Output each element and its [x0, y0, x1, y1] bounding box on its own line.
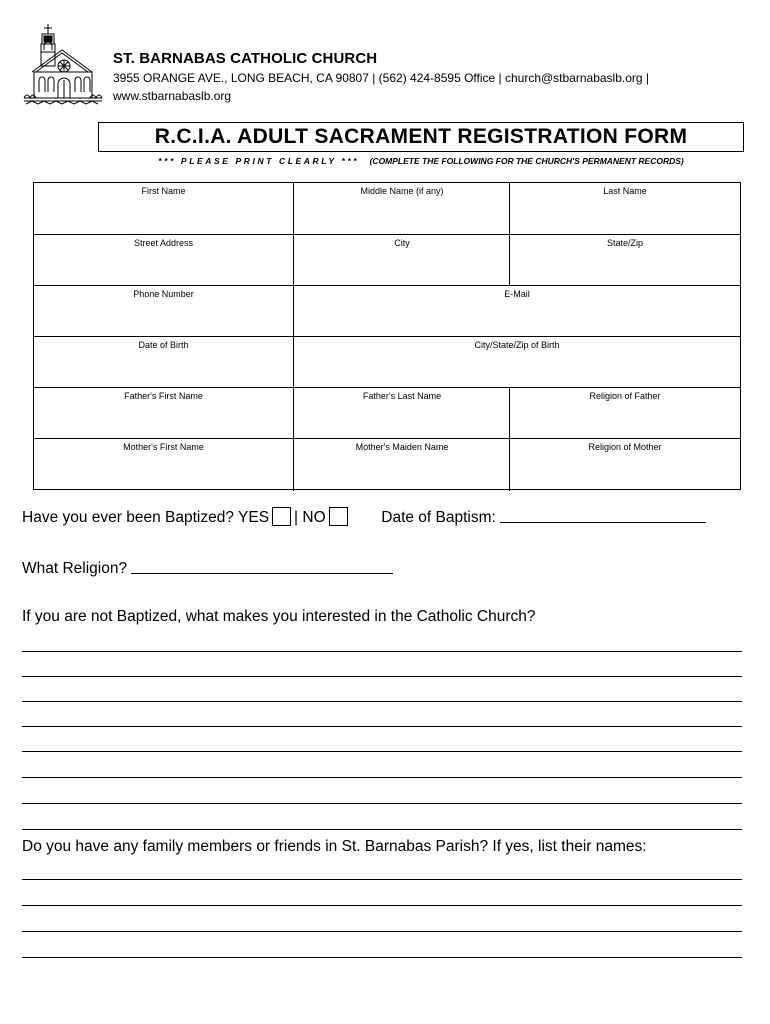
name-row — [34, 183, 740, 234]
family-question: Do you have any family members or friends in St. Barnabas Parish? If yes, list their names: — [22, 838, 647, 855]
what-religion-blank[interactable] — [131, 559, 393, 574]
baptized-question-text: Have you ever been Baptized? — [22, 509, 234, 526]
family-answer-line[interactable] — [22, 879, 742, 880]
print-clearly-note: *** PLEASE PRINT CLEARLY *** — [158, 156, 360, 166]
family-answer-line[interactable] — [22, 931, 742, 932]
date-of-birth-label: Date of Birth — [138, 340, 189, 350]
mother-maiden-name-label: Mother's Maiden Name — [355, 442, 449, 452]
date-of-baptism-blank[interactable] — [500, 508, 706, 523]
date-of-birth-field[interactable] — [34, 337, 293, 388]
street-address-field[interactable] — [34, 235, 293, 286]
interest-answer-line[interactable] — [22, 777, 742, 778]
mother-religion-label: Religion of Mother — [588, 442, 662, 452]
father-religion-label: Religion of Father — [589, 391, 661, 401]
city-label: City — [394, 238, 410, 248]
records-note: (COMPLETE THE FOLLOWING FOR THE CHURCH'S PERMANENT RECORDS) — [369, 156, 684, 166]
contact-row — [34, 285, 740, 337]
father-row — [34, 387, 740, 439]
yes-label: YES — [238, 509, 270, 526]
address-row — [34, 234, 740, 286]
birth-place-field[interactable] — [293, 337, 740, 388]
birth-row — [34, 336, 740, 388]
church-name: ST. BARNABAS CATHOLIC CHURCH — [113, 50, 378, 67]
date-of-baptism-label: Date of Baptism: — [381, 509, 496, 526]
last-name-field[interactable] — [509, 183, 740, 234]
mother-first-name-label: Mother's First Name — [123, 442, 204, 452]
yes-checkbox[interactable] — [272, 507, 291, 526]
first-name-label: First Name — [141, 186, 186, 196]
interest-answer-line[interactable] — [22, 676, 742, 677]
phone-number-field[interactable] — [34, 286, 293, 337]
separator: | — [294, 509, 299, 526]
last-name-label: Last Name — [603, 186, 647, 196]
state-zip-field[interactable] — [509, 235, 740, 286]
mother-first-name-field[interactable] — [34, 439, 293, 491]
family-answer-line[interactable] — [22, 957, 742, 958]
middle-name-label: Middle Name (if any) — [360, 186, 444, 196]
church-address-line: 3955 ORANGE AVE., LONG BEACH, CA 90807 | (562) 424-8595 Office | church@stbarnabaslb.org | — [113, 71, 650, 85]
interest-answer-line[interactable] — [22, 651, 742, 652]
mother-row — [34, 438, 740, 491]
church-website: www.stbarnabaslb.org — [113, 89, 232, 103]
street-address-label: Street Address — [133, 238, 194, 248]
mother-religion-field[interactable] — [509, 439, 740, 491]
no-checkbox[interactable] — [329, 507, 348, 526]
no-label: NO — [302, 509, 326, 526]
family-answer-line[interactable] — [22, 905, 742, 906]
father-religion-field[interactable] — [509, 388, 740, 439]
form-instructions — [98, 156, 744, 166]
father-last-name-field[interactable] — [293, 388, 510, 439]
birth-place-label: City/State/Zip of Birth — [474, 340, 560, 350]
registration-grid — [33, 182, 741, 490]
interest-answer-line[interactable] — [22, 803, 742, 804]
interest-answer-line[interactable] — [22, 726, 742, 727]
interest-answer-line[interactable] — [22, 701, 742, 702]
baptized-question — [22, 507, 706, 527]
email-field[interactable] — [293, 286, 740, 337]
what-religion-label: What Religion? — [22, 560, 128, 577]
interest-answer-line[interactable] — [22, 829, 742, 830]
city-field[interactable] — [293, 235, 510, 286]
church-logo — [22, 22, 104, 106]
state-zip-label: State/Zip — [606, 238, 644, 248]
father-last-name-label: Father's Last Name — [362, 391, 442, 401]
phone-number-label: Phone Number — [133, 289, 194, 299]
religion-question — [22, 559, 393, 578]
form-title: R.C.I.A. ADULT SACRAMENT REGISTRATION FORM — [154, 125, 688, 148]
interest-answer-line[interactable] — [22, 751, 742, 752]
mother-maiden-name-field[interactable] — [293, 439, 510, 491]
father-first-name-field[interactable] — [34, 388, 293, 439]
interest-question: If you are not Baptized, what makes you interested in the Catholic Church? — [22, 608, 536, 625]
middle-name-field[interactable] — [293, 183, 510, 234]
form-title-box — [98, 122, 744, 152]
email-label: E-Mail — [504, 289, 530, 299]
first-name-field[interactable] — [34, 183, 293, 234]
father-first-name-label: Father's First Name — [124, 391, 203, 401]
